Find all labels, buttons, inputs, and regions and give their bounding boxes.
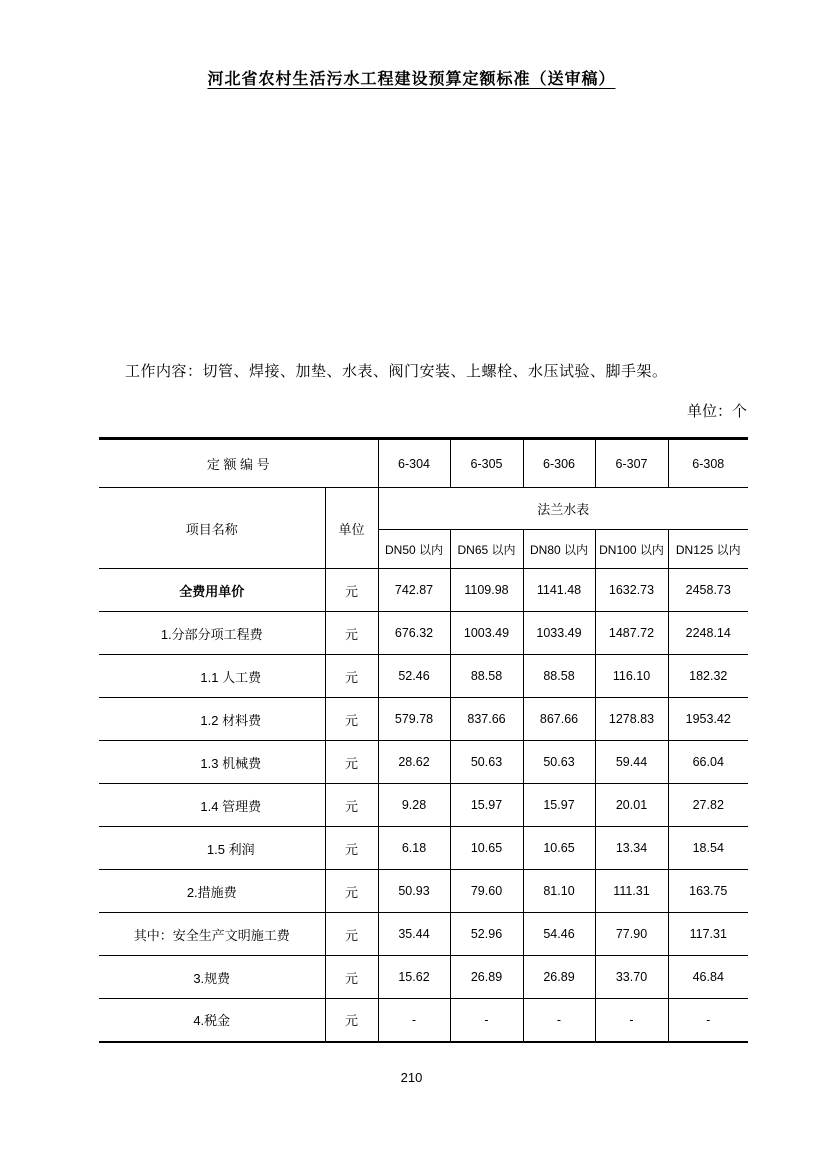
cell-value: 9.28	[378, 784, 450, 827]
cell-value: 35.44	[378, 913, 450, 956]
cell-value: 10.65	[523, 827, 595, 870]
cell-value: 1141.48	[523, 569, 595, 612]
cell-value: 88.58	[523, 655, 595, 698]
cell-value: 742.87	[378, 569, 450, 612]
sub-header: DN80 以内	[523, 530, 595, 569]
sub-header: DN100 以内	[595, 530, 668, 569]
quota-code: 6-307	[595, 439, 668, 488]
cell-value: 27.82	[668, 784, 748, 827]
cell-value: 15.97	[523, 784, 595, 827]
cell-value: -	[595, 999, 668, 1042]
quota-code-row	[99, 439, 748, 488]
quota-code-header: 定 额 编 号	[99, 439, 378, 488]
row-label: 1.3 机械费	[99, 741, 325, 784]
sub-header: DN125 以内	[668, 530, 748, 569]
row-label: 1.5 利润	[99, 827, 325, 870]
cell-value: 117.31	[668, 913, 748, 956]
row-unit: 元	[325, 956, 378, 999]
page-number: 210	[400, 1070, 423, 1085]
page-title: 河北省农村生活污水工程建设预算定额标准（送审稿）	[207, 71, 616, 88]
cell-value: 1033.49	[523, 612, 595, 655]
row-label: 其中：安全生产文明施工费	[99, 913, 325, 956]
table-row	[99, 612, 748, 655]
table-row	[99, 913, 748, 956]
item-name-header: 项目名称	[99, 488, 325, 569]
cell-value: 79.60	[450, 870, 523, 913]
row-label: 全费用单价	[99, 569, 325, 612]
cell-value: 2458.73	[668, 569, 748, 612]
quota-code: 6-304	[378, 439, 450, 488]
quota-code: 6-305	[450, 439, 523, 488]
cell-value: 52.96	[450, 913, 523, 956]
row-unit: 元	[325, 913, 378, 956]
quota-code: 6-308	[668, 439, 748, 488]
cell-value: 18.54	[668, 827, 748, 870]
cell-value: 10.65	[450, 827, 523, 870]
quota-table	[99, 437, 748, 1043]
table-row	[99, 999, 748, 1042]
work-content-text: 工作内容：切管、焊接、加垫、水表、阀门安装、上螺栓、水压试验、脚手架。	[125, 363, 668, 380]
group-header-row	[99, 488, 748, 530]
cell-value: 1003.49	[450, 612, 523, 655]
row-unit: 元	[325, 870, 378, 913]
row-label: 1.1 人工费	[99, 655, 325, 698]
cell-value: -	[378, 999, 450, 1042]
cell-value: 1278.83	[595, 698, 668, 741]
cell-value: 676.32	[378, 612, 450, 655]
row-label: 2.措施费	[99, 870, 325, 913]
cell-value: 1953.42	[668, 698, 748, 741]
cell-value: 77.90	[595, 913, 668, 956]
cell-value: 33.70	[595, 956, 668, 999]
cell-value: 66.04	[668, 741, 748, 784]
table-row	[99, 784, 748, 827]
cell-value: -	[523, 999, 595, 1042]
cell-value: 50.93	[378, 870, 450, 913]
cell-value: 1109.98	[450, 569, 523, 612]
cell-value: 50.63	[450, 741, 523, 784]
cell-value: -	[450, 999, 523, 1042]
cell-value: 6.18	[378, 827, 450, 870]
cell-value: 116.10	[595, 655, 668, 698]
cell-value: 88.58	[450, 655, 523, 698]
row-unit: 元	[325, 569, 378, 612]
unit-note: 单位：个	[686, 403, 747, 420]
sub-header: DN65 以内	[450, 530, 523, 569]
row-label: 1.2 材料费	[99, 698, 325, 741]
cell-value: 837.66	[450, 698, 523, 741]
row-label: 3.规费	[99, 956, 325, 999]
cell-value: 182.32	[668, 655, 748, 698]
cell-value: 20.01	[595, 784, 668, 827]
cell-value: 52.46	[378, 655, 450, 698]
row-unit: 元	[325, 827, 378, 870]
cell-value: 13.34	[595, 827, 668, 870]
table-row	[99, 655, 748, 698]
row-unit: 元	[325, 741, 378, 784]
row-unit: 元	[325, 612, 378, 655]
row-label: 1.分部分项工程费	[99, 612, 325, 655]
cell-value: 867.66	[523, 698, 595, 741]
cell-value: 28.62	[378, 741, 450, 784]
cell-value: 163.75	[668, 870, 748, 913]
cell-value: 15.62	[378, 956, 450, 999]
cell-value: 59.44	[595, 741, 668, 784]
cell-value: 81.10	[523, 870, 595, 913]
table-row	[99, 741, 748, 784]
cell-value: 2248.14	[668, 612, 748, 655]
row-unit: 元	[325, 999, 378, 1042]
cell-value: 15.97	[450, 784, 523, 827]
row-unit: 元	[325, 784, 378, 827]
title-row	[0, 66, 823, 89]
sub-header: DN50 以内	[378, 530, 450, 569]
cell-value: 1632.73	[595, 569, 668, 612]
cell-value: 111.31	[595, 870, 668, 913]
table-row	[99, 956, 748, 999]
table-row	[99, 870, 748, 913]
cell-value: 50.63	[523, 741, 595, 784]
row-unit: 元	[325, 655, 378, 698]
cell-value: 54.46	[523, 913, 595, 956]
cell-value: 26.89	[523, 956, 595, 999]
table-row	[99, 698, 748, 741]
row-label: 1.4 管理费	[99, 784, 325, 827]
quota-code: 6-306	[523, 439, 595, 488]
cell-value: -	[668, 999, 748, 1042]
row-label: 4.税金	[99, 999, 325, 1042]
cell-value: 46.84	[668, 956, 748, 999]
table-row	[99, 827, 748, 870]
table-row	[99, 569, 748, 612]
cell-value: 579.78	[378, 698, 450, 741]
group-header: 法兰水表	[378, 488, 748, 530]
cell-value: 1487.72	[595, 612, 668, 655]
cell-value: 26.89	[450, 956, 523, 999]
row-unit: 元	[325, 698, 378, 741]
unit-header: 单位	[325, 488, 378, 569]
